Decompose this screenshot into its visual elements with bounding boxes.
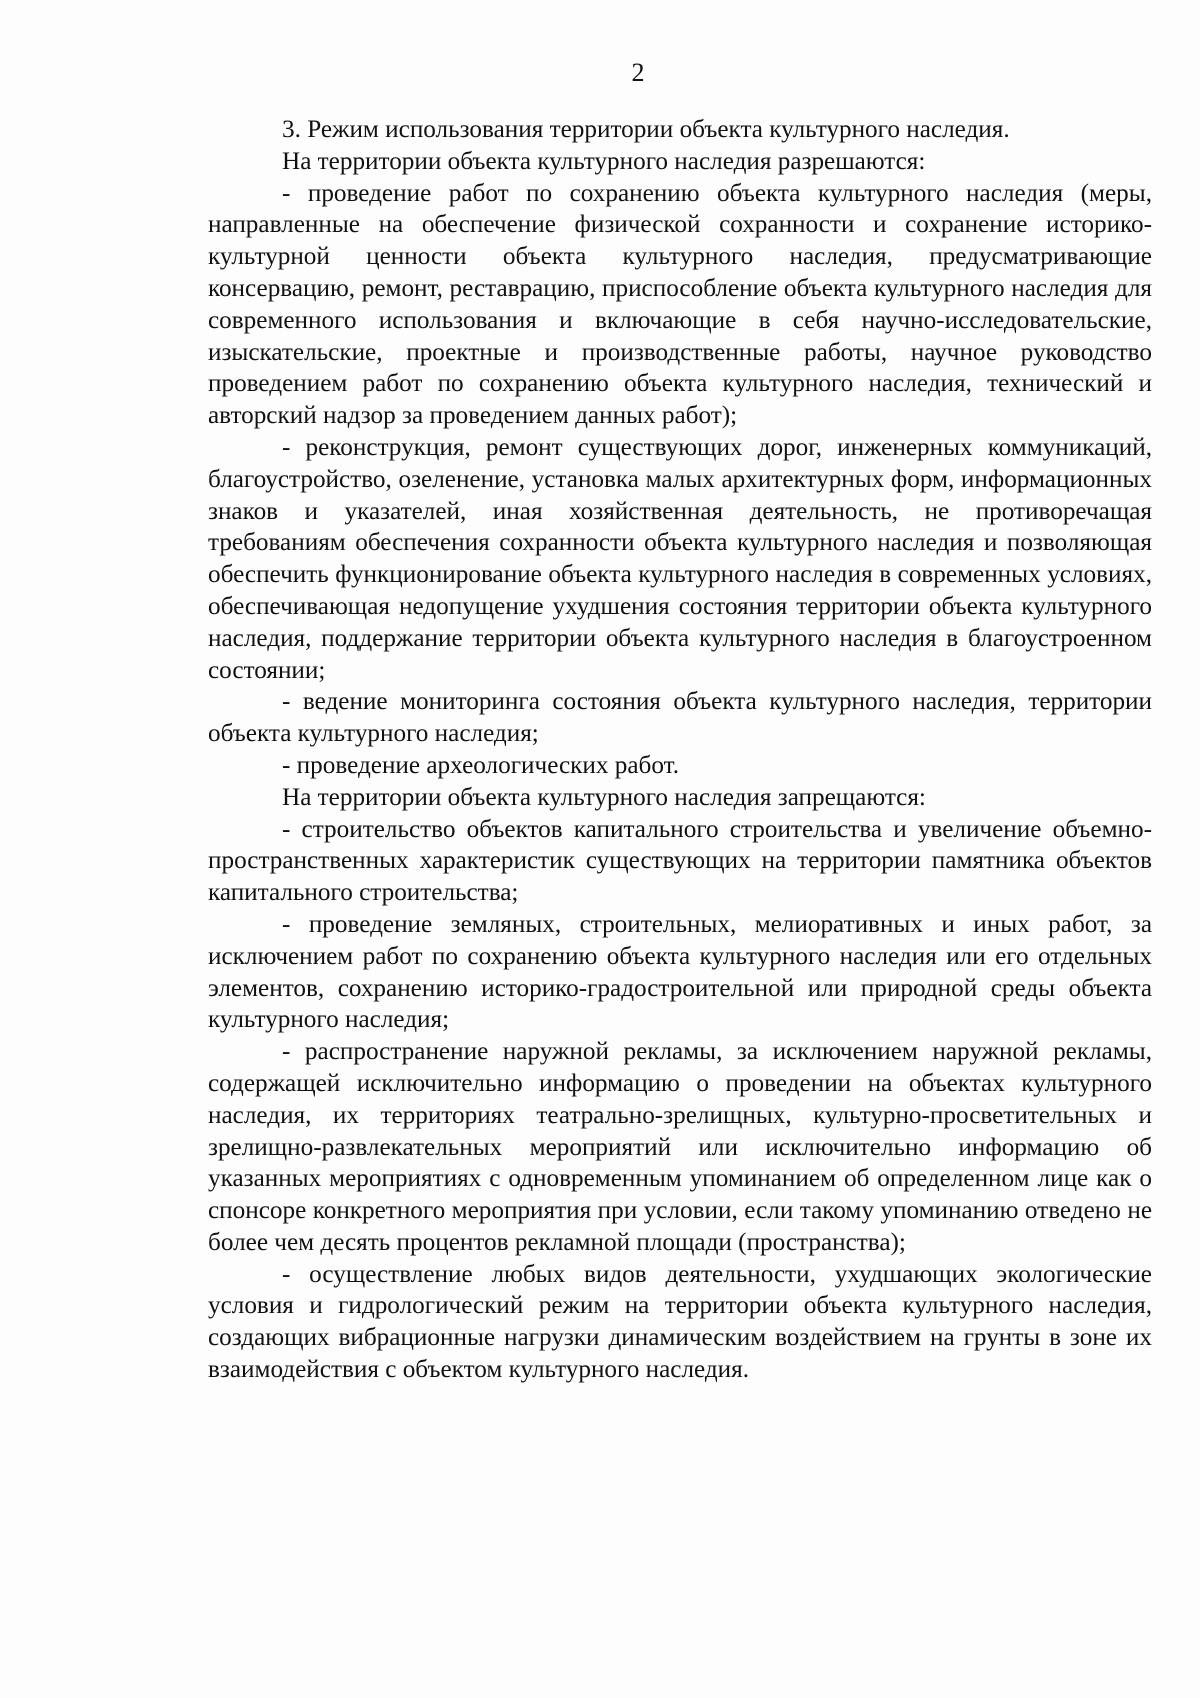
section-heading: 3. Режим использования территории объекта культурного наследия. (282, 116, 1010, 143)
allowed-intro: На территории объекта культурного наследия разрешаются: (282, 147, 926, 175)
prohibited-item: - проведение земляных, строительных, мелиоративных и иных работ, за исключением работ по сохранению объекта культурного наследия или его отдельных элементов, сохранению историко-градостроительной или природной среды объекта культурного наследия; (208, 910, 1152, 1034)
document-body (208, 114, 1152, 1386)
prohibited-item: - строительство объектов капитального строительства и увеличение объемно-пространственных характеристик существующих на территории памятника объектов капитального строительства; (208, 815, 1152, 907)
allowed-item: - проведение археологических работ. (282, 751, 680, 779)
allowed-item: - проведение работ по сохранению объекта культурного наследия (меры, направленные на обеспечение физической сохранности и сохранение историко-культурной ценности объекта культурного наследия, предусматривающие консервацию, ремонт, реставрацию, приспособление объекта культурного наследия для современного использования и включающие в себя научно-исследовательские, изыскательские, проектные и производственные работы, научное руководство проведением работ по сохранению объекта культурного наследия, технический и авторский надзор за проведением данных работ); (208, 179, 1152, 430)
page-number: 2 (631, 58, 645, 87)
allowed-item: - ведение мониторинга состояния объекта культурного наследия, территории объекта культурного наследия; (208, 688, 1152, 748)
prohibited-intro: На территории объекта культурного наследия запрещаются: (282, 783, 926, 811)
allowed-item: - реконструкция, ремонт существующих дорог, инженерных коммуникаций, благоустройство, озеленение, установка малых архитектурных форм, информационных знаков и указателей, иная хозяйственная деятельность, не противоречащая требованиям обеспечения сохранности объекта культурного наследия и позволяющая обеспечить функционирование объекта культурного наследия в современных условиях, обеспечивающая недопущение ухудшения состояния территории объекта культурного наследия, поддержание территории объекта культурного наследия в благоустроенном состоянии; (208, 433, 1152, 684)
prohibited-item: - осуществление любых видов деятельности, ухудшающих экологические условия и гидрологический режим на территории объекта культурного наследия, создающих вибрационные нагрузки динамическим воздействием на грунты в зоне их взаимодействия с объектом культурного наследия. (208, 1260, 1152, 1384)
prohibited-item: - распространение наружной рекламы, за исключением наружной рекламы, содержащей исключительно информацию о проведении на объектах культурного наследия, их территориях театрально-зрелищных, культурно-просветительных и зрелищно-развлекательных мероприятий или исключительно информацию об указанных мероприятиях с одновременным упоминанием об определенном лице как о спонсоре конкретного мероприятия при условии, если такому упоминанию отведено не более чем десять процентов рекламной площади (пространства); (208, 1038, 1152, 1256)
